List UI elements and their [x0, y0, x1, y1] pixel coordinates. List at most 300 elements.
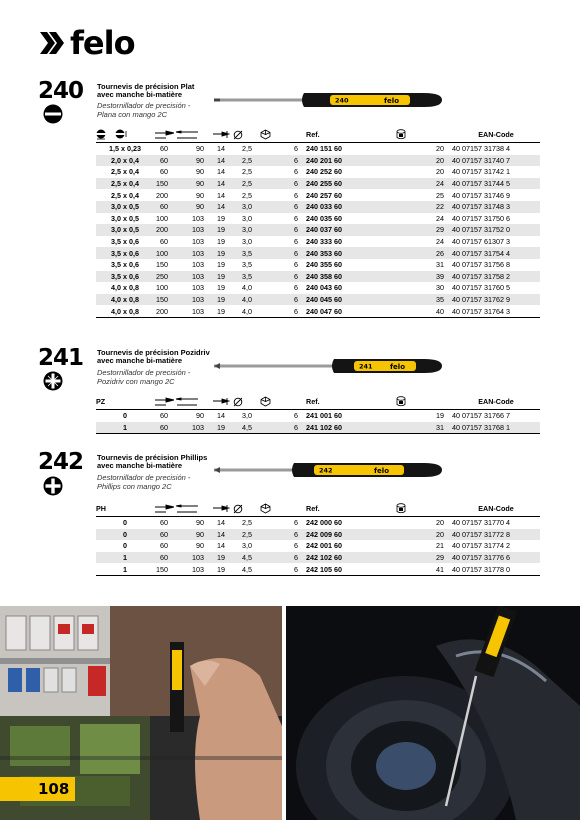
ean-cell: 40 07157 31766 7 [452, 411, 510, 421]
total-length-cell: 103 [192, 213, 204, 223]
screwdriver-image [214, 87, 446, 113]
size-cell: 4,0 x 0,8 [111, 283, 139, 293]
hexagon-icon [260, 396, 271, 407]
diameter-icon [233, 397, 243, 407]
ref-header: Ref. [306, 127, 396, 143]
total-length-cell: 103 [192, 283, 204, 293]
ean-header: EAN-Code [452, 394, 540, 410]
pack-cell: 29 [396, 224, 452, 236]
table-row [96, 143, 540, 155]
ref-cell: 240 033 60 [306, 201, 396, 213]
ref-cell: 240 151 60 [306, 144, 342, 154]
ean-cell: 40 07157 31772 8 [452, 529, 540, 541]
total-length-cell: 90 [196, 167, 204, 177]
hex-cell: 6 [260, 201, 306, 213]
table-row [96, 540, 540, 552]
diameter-cell: 3,0 [242, 541, 252, 551]
diameter-cell: 3,0 [233, 224, 260, 236]
package-icon [396, 129, 406, 140]
handle-diameter-cell: 19 [217, 283, 225, 293]
table-row [96, 410, 540, 422]
hex-cell: 6 [294, 541, 298, 551]
handle-diameter-cell: 14 [212, 178, 233, 190]
handle-diameter-cell: 19 [217, 260, 225, 270]
pack-cell: 20 [436, 518, 444, 528]
handle-diameter-icon [212, 130, 230, 140]
ref-cell: 240 035 60 [306, 213, 342, 223]
size-cell: 1 [96, 563, 154, 575]
diameter-cell: 2,5 [242, 518, 252, 528]
pack-cell: 20 [396, 529, 452, 541]
handle-label: 242 [319, 466, 333, 475]
title-fr-line1: Tournevis de précision Pozidriv [97, 348, 210, 357]
total-length-icon [176, 397, 198, 407]
hex-cell: 6 [294, 144, 298, 154]
pack-cell: 19 [436, 411, 444, 421]
ean-cell: 40 07157 31758 2 [452, 271, 540, 283]
table-row [96, 563, 540, 575]
diameter-cell: 3,0 [242, 213, 252, 223]
brand-logo [40, 26, 135, 60]
phillips-icon [43, 476, 63, 496]
total-length-cell: 103 [176, 247, 212, 259]
handle-label: 241 [359, 362, 373, 371]
handle-diameter-cell: 14 [217, 190, 225, 200]
pack-header [396, 501, 452, 517]
hex-cell: 6 [260, 552, 306, 564]
table-row [96, 294, 540, 306]
size-cell: 2,5 x 0,4 [96, 178, 154, 190]
total-length-cell: 90 [196, 144, 204, 154]
ref-cell: 240 358 60 [306, 271, 396, 283]
handle-brand: felo [374, 466, 390, 475]
diameter-cell: 3,5 [233, 247, 260, 259]
diameter-cell: 4,5 [233, 563, 260, 575]
diameter-cell: 2,5 [233, 529, 260, 541]
hex-cell: 6 [260, 224, 306, 236]
diameter-cell: 3,5 [233, 271, 260, 283]
package-icon [396, 396, 406, 407]
ean-cell: 40 07157 31740 7 [452, 155, 540, 167]
ean-cell: 40 07157 31774 2 [452, 541, 510, 551]
blade-length-icon [154, 504, 174, 514]
ref-cell: 242 102 60 [306, 552, 396, 564]
table-row [96, 282, 540, 294]
ean-cell: 40 07157 31778 0 [452, 563, 540, 575]
hex-header [260, 501, 306, 517]
blade-length-cell: 150 [154, 563, 176, 575]
table-row [96, 236, 540, 248]
hex-cell: 6 [260, 247, 306, 259]
handle-diameter-cell: 19 [212, 271, 233, 283]
size-cell: 4,0 x 0,8 [96, 294, 154, 306]
hex-header [260, 394, 306, 410]
blade-length-cell: 60 [160, 518, 168, 528]
table-row [96, 155, 540, 167]
diameter-header [233, 127, 260, 143]
hex-cell: 6 [294, 411, 298, 421]
handle-diameter-cell: 14 [217, 541, 225, 551]
table-row [96, 517, 540, 529]
ref-cell: 241 001 60 [306, 411, 342, 421]
size-cell: 3,5 x 0,6 [96, 271, 154, 283]
table-row [96, 178, 540, 190]
title-fr-line2: avec manche bi-matière [97, 461, 183, 470]
handle-diameter-cell: 19 [212, 305, 233, 317]
hexagon-icon [260, 129, 271, 140]
ean-cell: 40 07157 31754 4 [452, 247, 540, 259]
blade-length-cell: 150 [154, 178, 176, 190]
table-header [96, 501, 540, 517]
pack-header [396, 127, 452, 143]
diameter-cell: 3,0 [242, 237, 252, 247]
ean-cell: 40 07157 31744 5 [452, 178, 540, 190]
diameter-cell: 2,5 [242, 167, 252, 177]
ean-cell: 40 07157 31760 5 [452, 283, 510, 293]
size-cell: 3,5 x 0,6 [111, 260, 139, 270]
size-cell: 0 [123, 411, 127, 421]
blade-length-cell: 60 [160, 237, 168, 247]
handle-diameter-cell: 14 [212, 529, 233, 541]
total-length-cell: 103 [176, 271, 212, 283]
total-length-header [176, 127, 212, 143]
ean-cell: 40 07157 31770 4 [452, 518, 510, 528]
table-row [96, 189, 540, 201]
total-length-cell: 103 [192, 260, 204, 270]
hex-cell: 6 [260, 529, 306, 541]
ean-cell: 40 07157 31764 3 [452, 305, 540, 317]
slotted-icon [43, 104, 63, 124]
ref-cell: 240 043 60 [306, 283, 342, 293]
total-length-cell: 90 [196, 190, 204, 200]
table-row [96, 552, 540, 564]
pack-cell: 24 [436, 213, 444, 223]
table-header [96, 394, 540, 410]
pz-header: PZ [96, 394, 154, 410]
handle-diameter-header [212, 394, 233, 410]
pack-cell: 26 [396, 247, 452, 259]
title-es-line1: Destornillador de precisión - [97, 101, 191, 110]
table-row [96, 247, 540, 259]
total-length-cell: 90 [196, 411, 204, 421]
size-cell: 1 [96, 552, 154, 564]
blade-length-cell: 60 [154, 201, 176, 213]
product-code: 242 [38, 449, 84, 475]
blade-length-icon [154, 130, 174, 140]
ref-cell: 240 355 60 [306, 260, 342, 270]
blade-length-icon [154, 397, 174, 407]
size-cell: 1 [96, 422, 154, 434]
size-cell: 3,5 x 0,6 [96, 247, 154, 259]
pack-cell: 20 [436, 167, 444, 177]
ref-cell: 240 045 60 [306, 294, 396, 306]
ref-cell: 242 009 60 [306, 529, 396, 541]
total-length-cell: 103 [176, 552, 212, 564]
size-cell: 3,5 x 0,6 [111, 237, 139, 247]
handle-diameter-cell: 19 [217, 237, 225, 247]
blade-length-cell: 100 [156, 283, 168, 293]
total-length-cell: 103 [176, 224, 212, 236]
title-fr-line2: avec manche bi-matière [97, 90, 183, 99]
diameter-header [233, 501, 260, 517]
size-cell: 4,0 x 0,8 [96, 305, 154, 317]
hex-cell: 6 [294, 237, 298, 247]
table-row [96, 213, 540, 225]
package-icon [396, 503, 406, 514]
blade-length-cell: 60 [160, 411, 168, 421]
pack-cell: 31 [396, 422, 452, 434]
ref-cell: 240 047 60 [306, 305, 396, 317]
hex-cell: 6 [260, 422, 306, 434]
ean-cell: 40 07157 31738 4 [452, 144, 510, 154]
title-es-line1: Destornillador de precisión - [97, 473, 191, 482]
table-row [96, 166, 540, 178]
spec-table-241 [96, 394, 540, 434]
diameter-icon [233, 504, 243, 514]
size-cell: 1,5 x 0,23 [109, 144, 141, 154]
blade-length-cell: 60 [154, 422, 176, 434]
title-es-line1: Destornillador de precisión - [97, 368, 191, 377]
total-length-cell: 90 [176, 201, 212, 213]
pack-cell: 41 [396, 563, 452, 575]
pack-cell: 24 [396, 178, 452, 190]
handle-diameter-header [212, 127, 233, 143]
handle-diameter-cell: 14 [217, 411, 225, 421]
handle-label: 240 [335, 96, 349, 105]
hex-cell: 6 [294, 167, 298, 177]
diameter-cell: 4,5 [233, 422, 260, 434]
handle-diameter-cell: 19 [217, 213, 225, 223]
table-header [96, 127, 540, 143]
title-fr-line1: Tournevis de précision Phillips [97, 453, 208, 462]
title-fr-line2: avec manche bi-matière [97, 356, 183, 365]
size-cell: 2,0 x 0,4 [96, 155, 154, 167]
total-length-cell: 90 [176, 155, 212, 167]
felo-chevron-icon [40, 30, 66, 56]
diameter-cell: 2,5 [242, 144, 252, 154]
pack-cell: 22 [396, 201, 452, 213]
blade-length-header [154, 394, 176, 410]
ean-cell: 40 07157 61307 3 [452, 237, 510, 247]
ref-cell: 242 000 60 [306, 518, 342, 528]
blade-length-cell: 200 [154, 305, 176, 317]
handle-diameter-cell: 19 [212, 224, 233, 236]
hex-header [260, 127, 306, 143]
total-length-header [176, 501, 212, 517]
product-code: 240 [38, 78, 84, 104]
ref-cell: 242 105 60 [306, 563, 396, 575]
table-row [96, 529, 540, 541]
total-length-cell: 103 [176, 422, 212, 434]
pack-cell: 39 [396, 271, 452, 283]
blade-length-cell: 60 [160, 541, 168, 551]
total-length-cell: 103 [192, 237, 204, 247]
size-header [96, 127, 154, 143]
ean-cell: 40 07157 31776 6 [452, 552, 540, 564]
diameter-header [233, 394, 260, 410]
title-es-line2: Plana con mango 2C [97, 110, 168, 119]
handle-diameter-cell: 14 [217, 144, 225, 154]
ean-header: EAN-Code [452, 501, 540, 517]
handle-diameter-cell: 14 [212, 201, 233, 213]
total-length-header [176, 394, 212, 410]
size-cell: 0 [96, 529, 154, 541]
blade-length-cell: 100 [154, 247, 176, 259]
diameter-cell: 4,5 [233, 552, 260, 564]
ean-cell: 40 07157 31748 3 [452, 201, 540, 213]
ph-header: PH [96, 501, 154, 517]
brand-name: felo [70, 24, 135, 62]
page-number: 108 [0, 777, 75, 801]
blade-length-cell: 60 [160, 167, 168, 177]
size-cell: 0 [123, 518, 127, 528]
photo-strip [0, 606, 580, 820]
pack-cell: 20 [396, 155, 452, 167]
hex-cell: 6 [294, 518, 298, 528]
ean-cell: 40 07157 31750 6 [452, 213, 510, 223]
ean-cell: 40 07157 31752 0 [452, 224, 540, 236]
diameter-cell: 2,5 [233, 178, 260, 190]
ref-cell: 242 001 60 [306, 541, 342, 551]
diameter-cell: 4,0 [242, 283, 252, 293]
pack-cell: 20 [436, 144, 444, 154]
total-length-cell: 90 [196, 518, 204, 528]
table-row [96, 422, 540, 434]
hex-cell: 6 [294, 283, 298, 293]
pack-cell: 25 [436, 190, 444, 200]
size-cell: 0 [123, 541, 127, 551]
table-row [96, 201, 540, 213]
handle-diameter-cell: 19 [212, 563, 233, 575]
ref-header: Ref. [306, 501, 396, 517]
table-row [96, 224, 540, 236]
diameter-cell: 4,0 [233, 305, 260, 317]
ref-cell: 240 252 60 [306, 167, 342, 177]
hex-cell: 6 [260, 305, 306, 317]
blade-length-cell: 100 [156, 213, 168, 223]
size-cell: 2,5 x 0,4 [111, 167, 139, 177]
diameter-cell: 3,0 [233, 201, 260, 213]
total-length-cell: 90 [196, 541, 204, 551]
ref-cell: 240 353 60 [306, 247, 396, 259]
ref-header: Ref. [306, 394, 396, 410]
pack-cell: 35 [396, 294, 452, 306]
hex-cell: 6 [260, 563, 306, 575]
table-row [96, 271, 540, 283]
diameter-cell: 3,5 [242, 260, 252, 270]
blade-length-cell: 60 [154, 552, 176, 564]
blade-length-cell: 250 [154, 271, 176, 283]
title-fr-line1: Tournevis de précision Plat [97, 82, 195, 91]
blade-length-header [154, 501, 176, 517]
size-cell: 3,0 x 0,5 [96, 201, 154, 213]
total-length-icon [176, 504, 198, 514]
title-es-line2: Phillips con mango 2C [97, 482, 172, 491]
ref-cell: 240 037 60 [306, 224, 396, 236]
handle-diameter-header [212, 501, 233, 517]
blade-length-cell: 200 [156, 190, 168, 200]
handle-diameter-cell: 19 [212, 247, 233, 259]
blade-length-cell: 60 [154, 529, 176, 541]
ref-cell: 241 102 60 [306, 422, 396, 434]
ean-header: EAN-Code [452, 127, 540, 143]
ref-cell: 240 257 60 [306, 190, 342, 200]
diameter-cell: 3,0 [242, 411, 252, 421]
pack-cell: 24 [436, 237, 444, 247]
pack-cell: 31 [436, 260, 444, 270]
blade-width-icon [96, 129, 136, 140]
product-code: 241 [38, 345, 84, 371]
hex-cell: 6 [260, 178, 306, 190]
size-cell: 2,5 x 0,4 [111, 190, 139, 200]
hex-cell: 6 [294, 190, 298, 200]
total-length-cell: 103 [176, 563, 212, 575]
handle-diameter-cell: 14 [217, 167, 225, 177]
handle-diameter-cell: 14 [217, 518, 225, 528]
handle-diameter-cell: 19 [212, 552, 233, 564]
ean-cell: 40 07157 31742 1 [452, 167, 510, 177]
ean-cell: 40 07157 31746 9 [452, 190, 510, 200]
handle-diameter-icon [212, 504, 230, 514]
handle-diameter-cell: 19 [212, 294, 233, 306]
size-cell: 3,0 x 0,5 [111, 213, 139, 223]
blade-length-header [154, 127, 176, 143]
pack-cell: 21 [436, 541, 444, 551]
handle-brand: felo [384, 96, 400, 105]
blade-length-cell: 60 [154, 155, 176, 167]
title-es-line2: Pozidriv con mango 2C [97, 377, 175, 386]
hex-cell: 6 [260, 155, 306, 167]
screwdriver-image [214, 353, 446, 379]
ean-cell: 40 07157 31762 9 [452, 294, 540, 306]
blade-length-cell: 150 [156, 260, 168, 270]
diameter-cell: 4,0 [233, 294, 260, 306]
handle-diameter-icon [212, 397, 230, 407]
blade-length-cell: 200 [154, 224, 176, 236]
screwdriver-image [214, 457, 446, 483]
total-length-icon [176, 130, 198, 140]
diameter-icon [233, 130, 243, 140]
ref-cell: 240 255 60 [306, 178, 396, 190]
ref-cell: 240 333 60 [306, 237, 342, 247]
blade-length-cell: 150 [154, 294, 176, 306]
handle-diameter-cell: 14 [212, 155, 233, 167]
pack-cell: 29 [396, 552, 452, 564]
total-length-cell: 90 [176, 529, 212, 541]
diameter-cell: 2,5 [233, 155, 260, 167]
camera-repair-photo [286, 606, 580, 820]
handle-brand: felo [390, 362, 406, 371]
total-length-cell: 90 [176, 178, 212, 190]
ref-cell: 240 201 60 [306, 155, 396, 167]
total-length-cell: 103 [176, 294, 212, 306]
hex-cell: 6 [294, 260, 298, 270]
size-cell: 3,0 x 0,5 [96, 224, 154, 236]
pack-cell: 30 [436, 283, 444, 293]
hex-cell: 6 [260, 271, 306, 283]
spec-table-240 [96, 127, 540, 318]
ean-cell: 40 07157 31768 1 [452, 422, 540, 434]
handle-diameter-cell: 19 [212, 422, 233, 434]
total-length-cell: 103 [176, 305, 212, 317]
blade-length-cell: 60 [160, 144, 168, 154]
hexagon-icon [260, 503, 271, 514]
pozidriv-icon [43, 371, 63, 391]
pack-cell: 40 [396, 305, 452, 317]
hex-cell: 6 [294, 213, 298, 223]
ean-cell: 40 07157 31756 8 [452, 260, 510, 270]
table-row [96, 259, 540, 271]
